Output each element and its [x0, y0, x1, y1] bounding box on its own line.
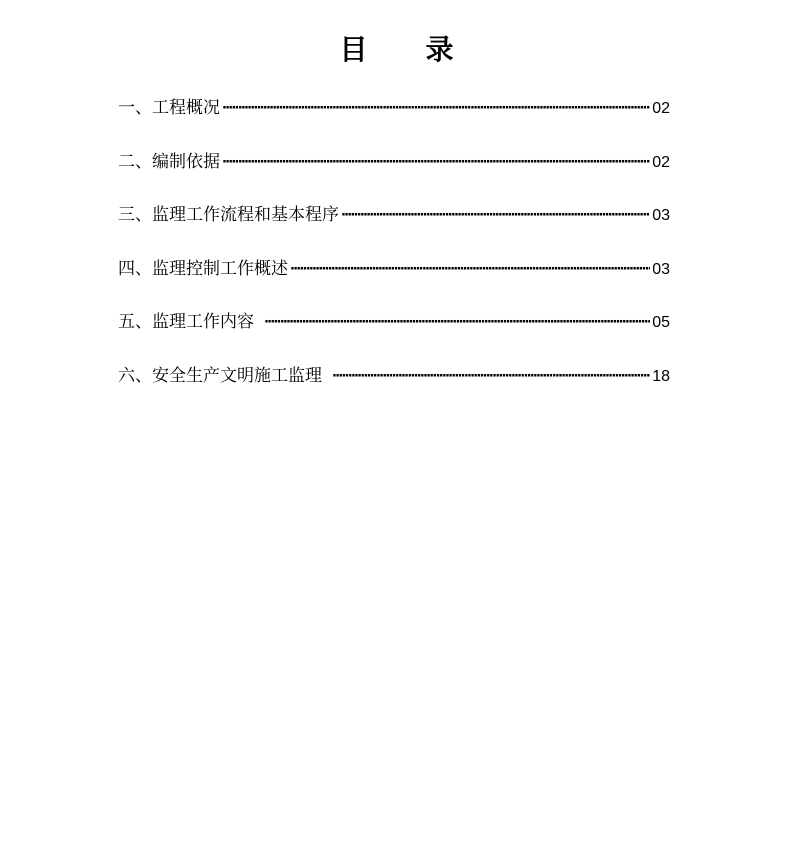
toc-entry-label: 五、监理工作内容 — [118, 312, 254, 332]
toc-leader-dots — [222, 95, 650, 123]
toc-entry-label: 一、工程概况 — [118, 98, 220, 118]
toc-entry[interactable] — [118, 201, 670, 229]
toc-entry[interactable] — [118, 94, 670, 122]
toc-entry-label: 三、监理工作流程和基本程序 — [118, 205, 339, 225]
toc-leader-dots — [341, 202, 650, 230]
toc-title-part1: 目 — [339, 33, 368, 66]
toc-entry-page: 02 — [652, 100, 670, 117]
toc-leader-dots — [264, 309, 650, 337]
toc-entry-page: 18 — [652, 367, 670, 385]
toc-entry[interactable] — [118, 148, 670, 176]
toc-leader-dots — [332, 363, 650, 391]
toc-entry-label: 二、编制依据 — [118, 151, 220, 172]
toc-entry-label: 六、安全生产文明施工监理 — [118, 365, 322, 386]
toc-title-part2: 录 — [425, 33, 454, 66]
toc-entry-label: 四、监理控制工作概述 — [118, 258, 288, 279]
toc-entry[interactable] — [118, 362, 670, 390]
toc-entry[interactable] — [118, 308, 670, 336]
toc-entry-page: 03 — [652, 260, 670, 278]
toc-title — [0, 30, 793, 70]
table-of-contents — [118, 94, 670, 415]
toc-leader-dots — [222, 149, 650, 177]
toc-entry-page: 05 — [652, 314, 670, 331]
toc-entry-page: 03 — [652, 207, 670, 224]
toc-entry[interactable] — [118, 255, 670, 283]
toc-entry-page: 02 — [652, 153, 670, 171]
toc-leader-dots — [290, 256, 650, 284]
